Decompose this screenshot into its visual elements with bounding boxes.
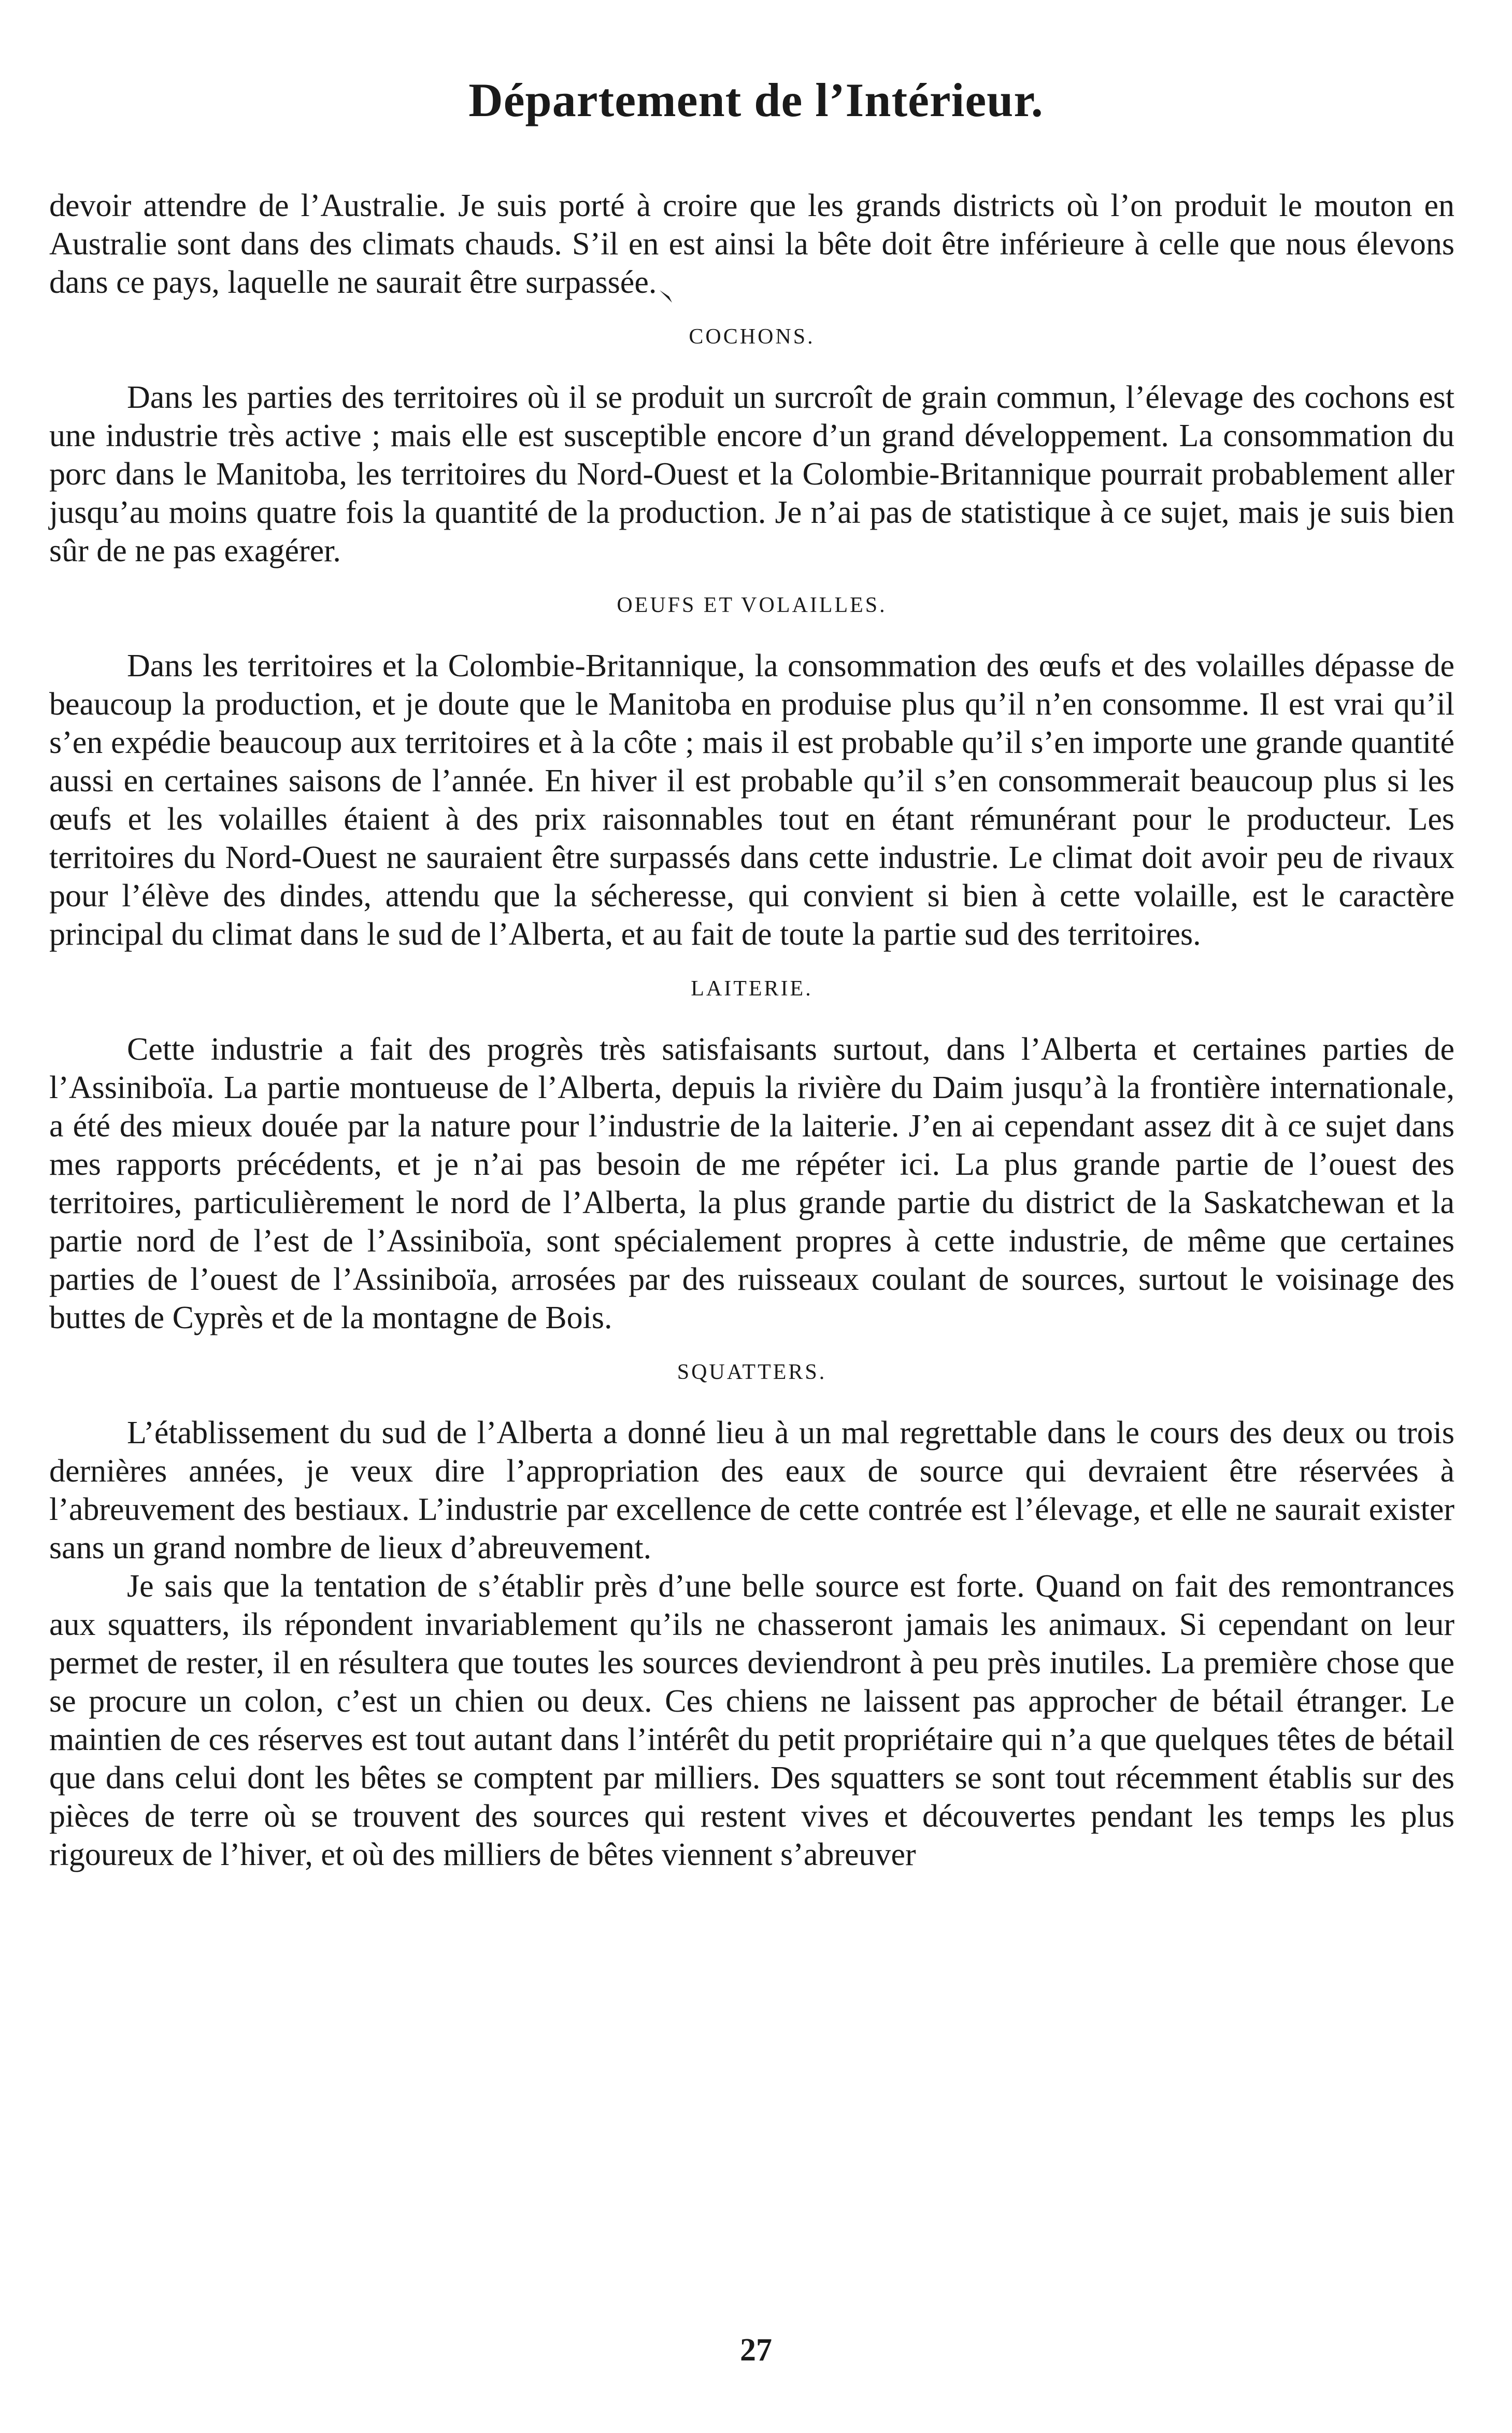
body-text-column bbox=[49, 187, 1454, 1874]
section-heading-cochons: COCHONS. bbox=[689, 325, 815, 349]
stray-ink-mark-icon bbox=[657, 276, 675, 295]
page-number: 27 bbox=[740, 2332, 772, 2368]
paragraph-squatters-2: Je sais que la tentation de s’établir près d’une belle source est forte. Quand on fait des remontrances aux squatters, ils répondent invariablement qu’ils ne chasseront jamais les animaux. Si cependant on leur permet de rester, il en résultera que toutes les sources deviendront à peu près inutiles. La première chose que se procure un colon, c’est un chien ou deux. Ces chiens ne laissent pas approcher de bétail étranger. Le maintien de ces réserves est tout autant dans l’intérêt du petit propriétaire qui n’a que quelques têtes de bétail que dans celui dont les bêtes se comptent par milliers. Des squatters se sont tout récemment établis sur des pièces de terre où se trouvent des sources qui restent vives et découvertes pendant les temps les plus rigoureux de l’hiver, et où des milliers de bêtes viennent s’abreuver bbox=[49, 1569, 1454, 1872]
section-heading-laiterie: LAITERIE. bbox=[691, 977, 813, 1001]
page-title: Département de l’Intérieur. bbox=[468, 74, 1044, 126]
paragraph-oeufs-volailles: Dans les territoires et la Colombie-Britannique, la consommation des œufs et des volailles dépasse de beaucoup la production, et je doute que le Manitoba en produise plus qu’il n’en consomme. Il est vrai qu’il s’en expédie beaucoup aux territoires et à la côte ; mais il est probable qu’il s’en importe une grande quantité aussi en certaines saisons de l’année. En hiver il est probable qu’il s’en consommerait beaucoup plus si les œufs et les volailles étaient à des prix raisonnables tout en étant rémunérant pour le producteur. Les territoires du Nord-Ouest ne sauraient être surpassés dans cette industrie. Le climat doit avoir peu de rivaux pour l’élève des dindes, attendu que la sécheresse, qui convient si bien à cette volaille, est le caractère principal du climat dans le sud de l’Alberta, et au fait de toute la partie sud des territoires. bbox=[49, 648, 1454, 952]
paragraph-laiterie: Cette industrie a fait des progrès très satisfaisants surtout, dans l’Alberta et certaines parties de l’Assiniboïa. La partie montueuse de l’Alberta, depuis la rivière du Daim jusqu’à la frontière internationale, a été des mieux douée par la nature pour l’industrie de la laiterie. J’en ai cependant assez dit à ce sujet dans mes rapports précédents, et je n’ai pas besoin de me répéter ici. La plus grande partie de l’ouest des territoires, particulièrement le nord de l’Alberta, la plus grande partie du district de la Saskatchewan et la partie nord de l’est de l’Assiniboïa, sont spécialement propres à cette industrie, de même que certaines parties de l’ouest de l’Assiniboïa, arrosées par des ruisseaux coulant de sources, surtout le voisinage des buttes de Cyprès et de la montagne de Bois. bbox=[49, 1032, 1454, 1335]
intro-paragraph bbox=[49, 187, 1454, 302]
section-heading-squatters: SQUATTERS. bbox=[677, 1360, 827, 1384]
section-heading-oeufs-volailles: OEUFS ET VOLAILLES. bbox=[617, 593, 887, 617]
intro-paragraph-text: devoir attendre de l’Australie. Je suis porté à croire que les grands districts où l’on produit le mouton en Australie sont dans des climats chauds. S’il en est ainsi la bête doit être inférieure à celle que nous élevons dans ce pays, laquelle ne saurait être surpassée. bbox=[49, 188, 1454, 300]
paragraph-cochons: Dans les parties des territoires où il se produit un surcroît de grain commun, l’élevage des cochons est une industrie très active ; mais elle est susceptible encore d’un grand développement. La consommation du porc dans le Manitoba, les territoires du Nord-Ouest et la Colombie-Britannique pourrait probablement aller jusqu’au moins quatre fois la quantité de la production. Je n’ai pas de statistique à ce sujet, mais je suis bien sûr de ne pas exagérer. bbox=[49, 380, 1454, 568]
paragraph-squatters-1: L’établissement du sud de l’Alberta a donné lieu à un mal regrettable dans le cours des deux ou trois dernières années, je veux dire l’appropriation des eaux de source qui devraient être réservées à l’abreuvement des bestiaux. L’industrie par excellence de cette contrée est l’élevage, et elle ne saurait exister sans un grand nombre de lieux d’abreuvement. bbox=[49, 1415, 1454, 1566]
